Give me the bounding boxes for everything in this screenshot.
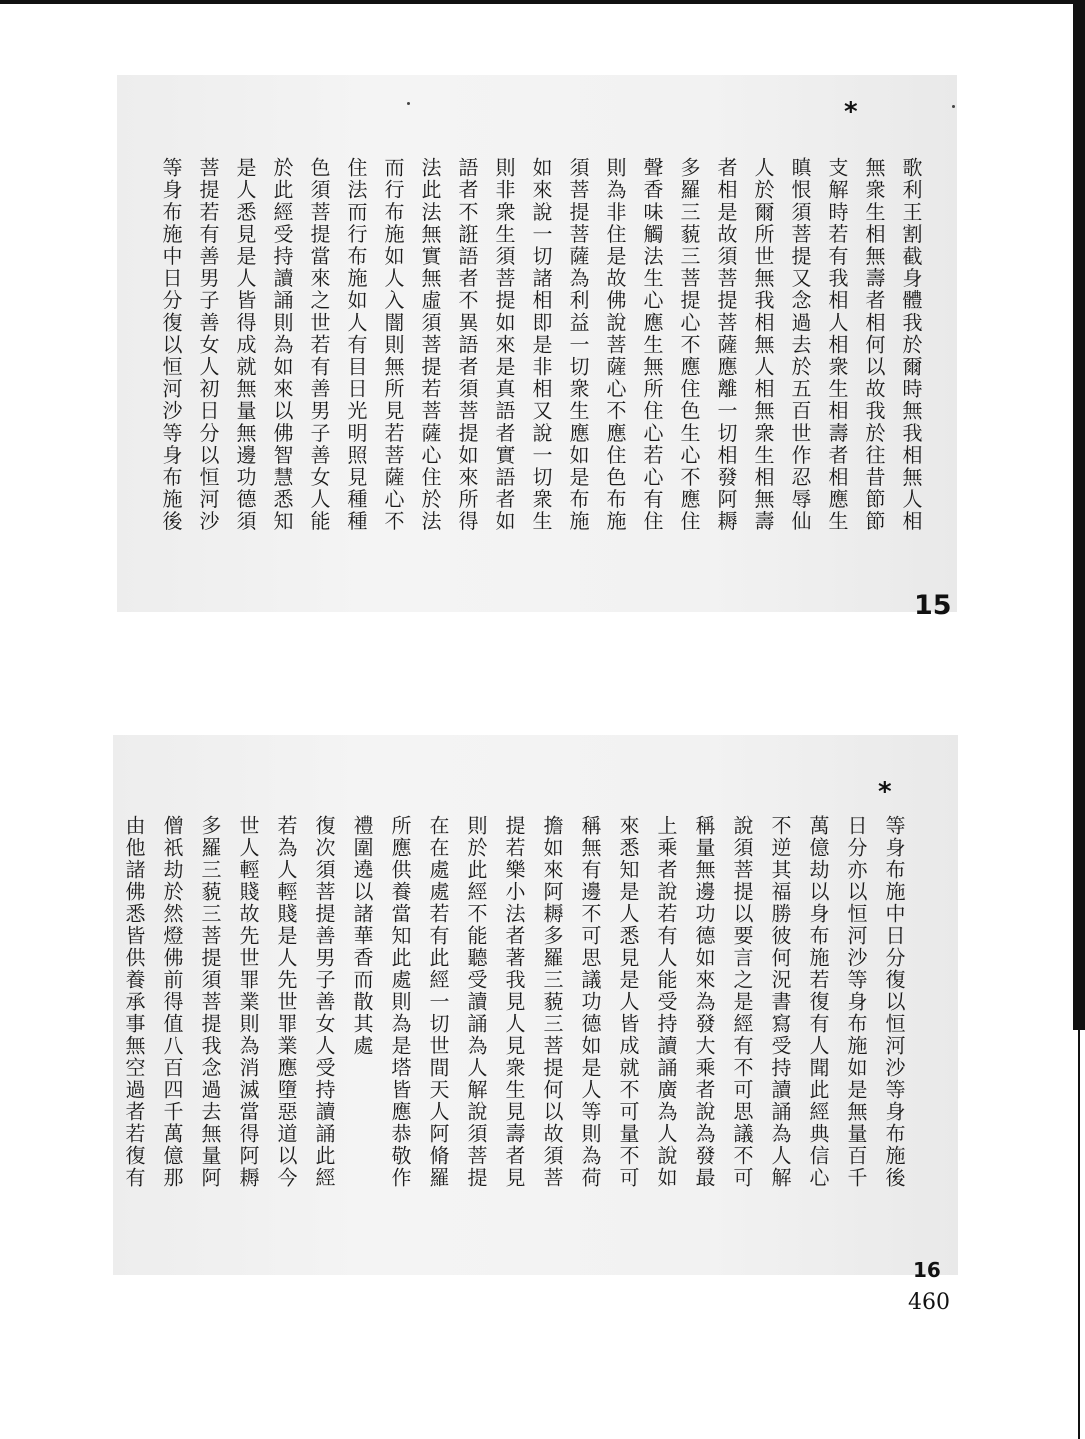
text-column: 者相是故須菩提菩薩應離一切相發阿耨 [714, 157, 738, 533]
text-column: 由他諸佛悉皆供養承事無空過者若復有 [122, 815, 146, 1189]
text-column: 世人輕賤故先世罪業則為消滅當得阿耨 [236, 815, 260, 1189]
text-column: 多羅三藐三菩提須菩提我念過去無量阿 [198, 815, 222, 1189]
text-column: 等身布施中日分復以恒河沙等身布施後 [882, 815, 906, 1189]
text-column: 則非衆生須菩提如來是真語者實語者如 [492, 157, 516, 533]
text-column: 復次須菩提善男子善女人受持讀誦此經 [312, 815, 336, 1189]
text-column: 須菩提菩薩為利益一切衆生應如是布施 [566, 157, 590, 533]
text-column: 等身布施中日分復以恒河沙等身布施後 [159, 157, 183, 533]
text-column: 是人悉見是人皆得成就無量無邊功德須 [233, 157, 257, 533]
text-column: 上乘者說若有人能受持讀誦廣為人說如 [654, 815, 678, 1189]
manuscript-panel-lower [113, 735, 958, 1275]
manuscript-panel-upper [117, 75, 957, 612]
text-column: 於此經受持讀誦則為如來以佛智慧悉知 [270, 157, 294, 533]
text-column: 提若樂小法者著我見人見衆生見壽者見 [502, 815, 526, 1189]
speck [952, 105, 955, 108]
text-column: 若為人輕賤是人先世罪業應墮惡道以今 [274, 815, 298, 1189]
text-column: 萬億劫以身布施若復有人聞此經典信心 [806, 815, 830, 1189]
text-column: 僧祇劫於然燈佛前得值八百四千萬億那 [160, 815, 184, 1189]
top-border [0, 0, 1085, 4]
text-column: 不逆其福勝彼何況書寫受持讀誦為人解 [768, 815, 792, 1189]
right-border-thin [1078, 1030, 1080, 1439]
text-column: 如來說一切諸相即是非相又說一切衆生 [529, 157, 553, 533]
manuscript-text [152, 75, 929, 612]
text-column: 所應供養當知此處則為是塔皆應恭敬作 [388, 815, 412, 1189]
text-column: 說須菩提以要言之是經有不可思議不可 [730, 815, 754, 1189]
section-marker: * [878, 777, 892, 807]
text-column: 支解時若有我相人相衆生相壽者相應生 [825, 157, 849, 533]
text-column: 歌利王割截身體我於爾時無我相無人相 [899, 157, 923, 533]
text-column: 語者不誑語者不異語者須菩提如來所得 [455, 157, 479, 533]
text-column: 禮圍遶以諸華香而散其處 [350, 815, 374, 1057]
folio-number: 16 [913, 1258, 941, 1282]
text-column: 法此法無實無虛須菩提若菩薩心住於法 [418, 157, 442, 533]
page-number: 460 [908, 1290, 950, 1315]
text-column: 日分亦以恒河沙等身布施如是無量百千 [844, 815, 868, 1189]
text-column: 瞋恨須菩提又念過去於五百世作忍辱仙 [788, 157, 812, 533]
text-column: 色須菩提當來之世若有善男子善女人能 [307, 157, 331, 533]
text-column: 聲香味觸法生心應生無所住心若心有住 [640, 157, 664, 533]
text-column: 無衆生相無壽者相何以故我於往昔節節 [862, 157, 886, 533]
speck [407, 102, 410, 105]
right-border [1073, 0, 1085, 1030]
text-column: 而行布施如人入闇則無所見若菩薩心不 [381, 157, 405, 533]
text-column: 則於此經不能聽受讀誦為人解說須菩提 [464, 815, 488, 1189]
folio-number: 15 [914, 590, 952, 621]
section-marker: * [844, 97, 858, 127]
manuscript-text [115, 735, 913, 1275]
text-column: 稱無有邊不可思議功德如是人等則為荷 [578, 815, 602, 1189]
text-column: 在在處處若有此經一切世間天人阿脩羅 [426, 815, 450, 1189]
text-column: 則為非住是故佛說菩薩心不應住色布施 [603, 157, 627, 533]
text-column: 住法而行布施如人有目日光明照見種種 [344, 157, 368, 533]
text-column: 稱量無邊功德如來為發大乘者說為發最 [692, 815, 716, 1189]
text-column: 多羅三藐三菩提心不應住色生心不應住 [677, 157, 701, 533]
text-column: 菩提若有善男子善女人初日分以恒河沙 [196, 157, 220, 533]
text-column: 擔如來阿耨多羅三藐三菩提何以故須菩 [540, 815, 564, 1189]
text-column: 人於爾所世無我相無人相無衆生相無壽 [751, 157, 775, 533]
text-column: 來悉知是人悉見是人皆成就不可量不可 [616, 815, 640, 1189]
